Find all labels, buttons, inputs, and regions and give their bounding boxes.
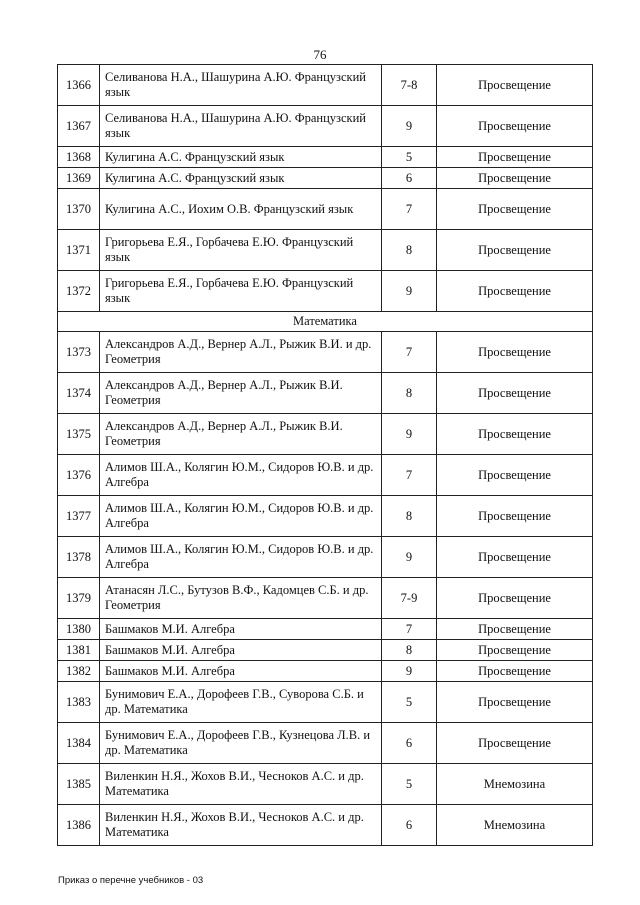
table-row bbox=[58, 271, 593, 312]
book-title: Кулигина А.С., Иохим О.В. Французский язык bbox=[100, 189, 382, 230]
book-title: Виленкин Н.Я., Жохов В.И., Чесноков А.С. и др. Математика bbox=[100, 805, 382, 846]
book-title: Кулигина А.С. Французский язык bbox=[100, 147, 382, 168]
book-title: Григорьева Е.Я., Горбачева Е.Ю. Французский язык bbox=[100, 230, 382, 271]
table-row bbox=[58, 189, 593, 230]
book-title: Алимов Ш.А., Колягин Ю.М., Сидоров Ю.В. и др. Алгебра bbox=[100, 537, 382, 578]
grade: 8 bbox=[382, 496, 437, 537]
row-number: 1378 bbox=[58, 537, 100, 578]
row-number: 1366 bbox=[58, 65, 100, 106]
table-row bbox=[58, 578, 593, 619]
publisher: Просвещение bbox=[437, 271, 593, 312]
grade: 7-8 bbox=[382, 65, 437, 106]
grade: 7 bbox=[382, 619, 437, 640]
grade: 5 bbox=[382, 147, 437, 168]
table-row bbox=[58, 147, 593, 168]
row-number: 1374 bbox=[58, 373, 100, 414]
publisher: Просвещение bbox=[437, 373, 593, 414]
book-title: Григорьева Е.Я., Горбачева Е.Ю. Французский язык bbox=[100, 271, 382, 312]
publisher: Просвещение bbox=[437, 147, 593, 168]
book-title: Александров А.Д., Вернер А.Л., Рыжик В.И. Геометрия bbox=[100, 414, 382, 455]
table-row bbox=[58, 640, 593, 661]
grade: 5 bbox=[382, 682, 437, 723]
publisher: Просвещение bbox=[437, 682, 593, 723]
publisher: Просвещение bbox=[437, 106, 593, 147]
row-number: 1373 bbox=[58, 332, 100, 373]
book-title: Кулигина А.С. Французский язык bbox=[100, 168, 382, 189]
book-title: Бунимович Е.А., Дорофеев Г.В., Кузнецова Л.В. и др. Математика bbox=[100, 723, 382, 764]
grade: 8 bbox=[382, 230, 437, 271]
row-number: 1380 bbox=[58, 619, 100, 640]
section-title-math: Математика bbox=[58, 312, 593, 332]
publisher: Просвещение bbox=[437, 578, 593, 619]
row-number: 1370 bbox=[58, 189, 100, 230]
grade: 7 bbox=[382, 189, 437, 230]
grade: 7 bbox=[382, 455, 437, 496]
publisher: Просвещение bbox=[437, 230, 593, 271]
grade: 9 bbox=[382, 537, 437, 578]
row-number: 1371 bbox=[58, 230, 100, 271]
row-number: 1386 bbox=[58, 805, 100, 846]
row-number: 1379 bbox=[58, 578, 100, 619]
book-title: Селиванова Н.А., Шашурина А.Ю. Французский язык bbox=[100, 65, 382, 106]
row-number: 1385 bbox=[58, 764, 100, 805]
table-row bbox=[58, 168, 593, 189]
row-number: 1375 bbox=[58, 414, 100, 455]
table-row bbox=[58, 332, 593, 373]
grade: 8 bbox=[382, 640, 437, 661]
grade: 6 bbox=[382, 168, 437, 189]
book-title: Бунимович Е.А., Дорофеев Г.В., Суворова С.Б. и др. Математика bbox=[100, 682, 382, 723]
row-number: 1368 bbox=[58, 147, 100, 168]
book-title: Виленкин Н.Я., Жохов В.И., Чесноков А.С. и др. Математика bbox=[100, 764, 382, 805]
table-row bbox=[58, 496, 593, 537]
grade: 9 bbox=[382, 271, 437, 312]
row-number: 1377 bbox=[58, 496, 100, 537]
publisher: Просвещение bbox=[437, 332, 593, 373]
table-row bbox=[58, 106, 593, 147]
grade: 9 bbox=[382, 414, 437, 455]
publisher: Просвещение bbox=[437, 414, 593, 455]
textbook-table bbox=[57, 64, 593, 846]
book-title: Селиванова Н.А., Шашурина А.Ю. Французский язык bbox=[100, 106, 382, 147]
book-title: Алимов Ш.А., Колягин Ю.М., Сидоров Ю.В. и др. Алгебра bbox=[100, 455, 382, 496]
publisher: Просвещение bbox=[437, 168, 593, 189]
table-row bbox=[58, 661, 593, 682]
row-number: 1383 bbox=[58, 682, 100, 723]
publisher: Просвещение bbox=[437, 189, 593, 230]
section-header-row bbox=[58, 312, 593, 332]
table-row bbox=[58, 723, 593, 764]
table-row bbox=[58, 764, 593, 805]
row-number: 1381 bbox=[58, 640, 100, 661]
table-row bbox=[58, 537, 593, 578]
page-number: 76 bbox=[313, 47, 327, 62]
row-number: 1384 bbox=[58, 723, 100, 764]
book-title: Александров А.Д., Вернер А.Л., Рыжик В.И. Геометрия bbox=[100, 373, 382, 414]
row-number: 1367 bbox=[58, 106, 100, 147]
footer-caption: Приказ о перечне учебников - 03 bbox=[58, 875, 204, 886]
publisher: Мнемозина bbox=[437, 764, 593, 805]
book-title: Башмаков М.И. Алгебра bbox=[100, 619, 382, 640]
grade: 5 bbox=[382, 764, 437, 805]
publisher: Просвещение bbox=[437, 661, 593, 682]
book-title: Башмаков М.И. Алгебра bbox=[100, 640, 382, 661]
table-row bbox=[58, 682, 593, 723]
book-title: Алимов Ш.А., Колягин Ю.М., Сидоров Ю.В. и др. Алгебра bbox=[100, 496, 382, 537]
row-number: 1369 bbox=[58, 168, 100, 189]
row-number: 1382 bbox=[58, 661, 100, 682]
table-row bbox=[58, 619, 593, 640]
table-row bbox=[58, 455, 593, 496]
publisher: Просвещение bbox=[437, 619, 593, 640]
grade: 6 bbox=[382, 723, 437, 764]
grade: 9 bbox=[382, 106, 437, 147]
publisher: Просвещение bbox=[437, 723, 593, 764]
book-title: Атанасян Л.С., Бутузов В.Ф., Кадомцев С.Б. и др. Геометрия bbox=[100, 578, 382, 619]
book-title: Башмаков М.И. Алгебра bbox=[100, 661, 382, 682]
table-row bbox=[58, 230, 593, 271]
row-number: 1372 bbox=[58, 271, 100, 312]
table-row bbox=[58, 373, 593, 414]
publisher: Просвещение bbox=[437, 65, 593, 106]
row-number: 1376 bbox=[58, 455, 100, 496]
table-row bbox=[58, 65, 593, 106]
table-row bbox=[58, 414, 593, 455]
table-row bbox=[58, 805, 593, 846]
publisher: Просвещение bbox=[437, 640, 593, 661]
grade: 7 bbox=[382, 332, 437, 373]
book-title: Александров А.Д., Вернер А.Л., Рыжик В.И. и др. Геометрия bbox=[100, 332, 382, 373]
publisher: Просвещение bbox=[437, 496, 593, 537]
grade: 7-9 bbox=[382, 578, 437, 619]
grade: 6 bbox=[382, 805, 437, 846]
publisher: Просвещение bbox=[437, 537, 593, 578]
publisher: Мнемозина bbox=[437, 805, 593, 846]
publisher: Просвещение bbox=[437, 455, 593, 496]
grade: 8 bbox=[382, 373, 437, 414]
grade: 9 bbox=[382, 661, 437, 682]
